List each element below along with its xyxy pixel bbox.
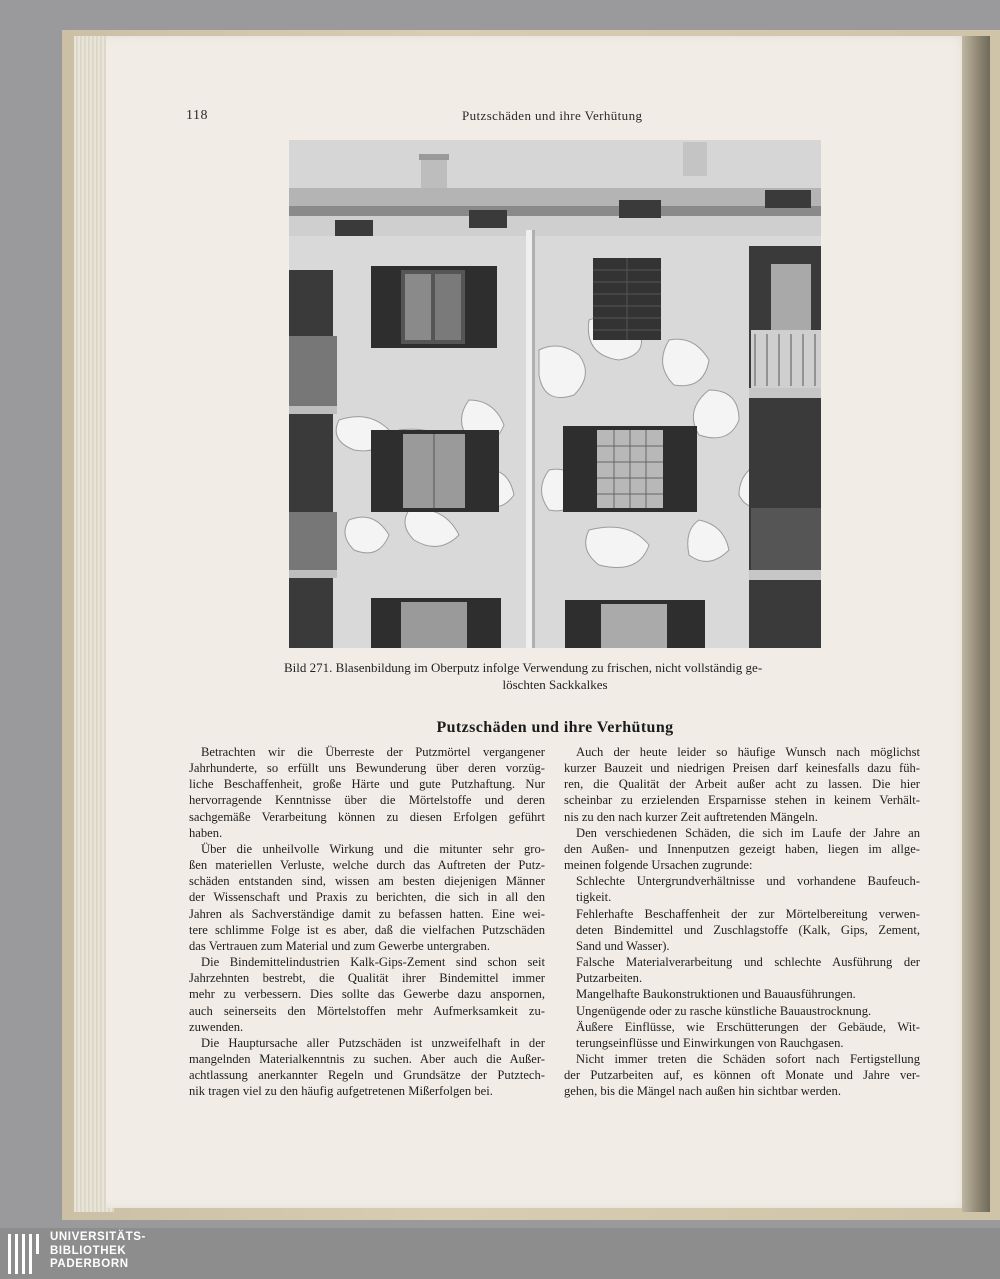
text-line: haben. — [189, 825, 223, 840]
library-logo-icon — [6, 1232, 44, 1276]
left-text-column — [189, 744, 545, 1099]
text-line: Nicht immer treten die Schäden sofort nach Fertigstellung — [576, 1051, 920, 1066]
text-line: Betrachten wir die Überreste der Putzmörtel vergangener — [201, 745, 545, 759]
text-line: gehen, bis die Mängel nach außen hin sichtbar werden. — [564, 1084, 841, 1099]
text-line: liche Beschaffenheit, große Härte und gute Putzhaftung. Nur — [189, 777, 545, 792]
text-line: mangelnden Materialkenntnis zu suchen. Aber auch die Außer- — [189, 1051, 545, 1066]
text-line: tere schlimme Folge ist es aber, daß die vielfachen Putzschäden — [189, 922, 545, 937]
figure-caption — [284, 659, 826, 693]
logo-line-3: PADERBORN — [50, 1258, 129, 1270]
text-line: Fehlerhafte Beschaffenheit der zur Mörtelbereitung verwen- — [576, 906, 920, 921]
text-line: das Vertrauen zum Material und zum Gewerbe untergraben. — [189, 938, 490, 953]
text-line: zuwenden. — [189, 1019, 244, 1034]
text-line: Äußere Einflüsse, wie Erschütterungen der Gebäude, Wit- — [576, 1019, 920, 1034]
text-line: Schlechte Untergrundverhältnisse und vorhandene Baufeuch- — [576, 874, 920, 889]
text-line: nik tragen viel zu den häufig aufgetretenen Mißerfolgen bei. — [189, 1084, 493, 1099]
text-line: nis zu den nach kurzer Zeit auftretenden Mängeln. — [564, 809, 818, 824]
text-line: ren, die Qualität der Arbeit außer acht zu lassen. Die hier — [564, 777, 920, 792]
text-line: der Wissenschaft und Praxis zu berichten, die sich in all den — [189, 890, 545, 905]
text-line: den Außen- und Innenputzen gezeigt haben, liegen im allge- — [564, 841, 920, 856]
text-line: Die Bindemittelindustrien Kalk-Gips-Zement sind schon seit — [201, 955, 545, 970]
text-line: Jahrzehnten bestrebt, die Qualität ihrer Bindemittel immer — [189, 971, 545, 986]
caption-line-2: löschten Sackkalkes — [502, 677, 608, 692]
text-line: Den verschiedenen Schäden, die sich im Laufe der Jahre an — [576, 825, 920, 840]
text-line: der Putzarbeiten auf, es können oft Monate und Jahre ver- — [564, 1068, 920, 1083]
text-line: Ungenügende oder zu rasche künstliche Bauaustrocknung. — [576, 1003, 872, 1018]
library-logo-text — [50, 1231, 146, 1272]
text-line: Über die unheilvolle Wirkung und die mitunter sehr gro- — [201, 841, 545, 856]
text-line: hervorragende Kenntnisse über die Mörtelstoffe und deren — [189, 793, 545, 808]
running-head: Putzschäden und ihre Verhütung — [462, 108, 643, 123]
text-line: scheinbar zu erzielenden Ersparnisse stehen in keinem Verhält- — [564, 793, 920, 808]
page-number: 118 — [186, 108, 208, 123]
text-line: Putzarbeiten. — [576, 971, 643, 986]
text-line: Auch der heute leider so häufige Wunsch nach möglichst — [576, 745, 920, 759]
text-line: deten Bindemittel und Zuschlagstoffe (Kalk, Gips, Zement, — [576, 922, 920, 937]
book-spine — [962, 36, 990, 1212]
text-line: Sand und Wasser). — [576, 938, 670, 953]
text-line: terungseinflüsse und Einwirkungen von Rauchgasen. — [576, 1035, 844, 1050]
text-line: mehr zu verbessern. Dies sollte das Gewerbe dazu anspornen, — [189, 987, 545, 1002]
photo-building-facade-icon — [289, 140, 821, 648]
right-text-column — [564, 744, 920, 1099]
text-line: achtlassung anerkannter Regeln und Grundsätze der Putztech- — [189, 1068, 545, 1083]
logo-line-1: UNIVERSITÄTS- — [50, 1231, 146, 1243]
text-line: schäden entstanden sind, wissen am besten diejenigen Männer — [189, 874, 545, 889]
text-line: sachgemäße Verarbeitung können zu diesen Erfolgen geführt — [189, 809, 545, 824]
text-line: meinen folgende Ursachen zugrunde: — [564, 858, 753, 873]
caption-line-1: Bild 271. Blasenbildung im Oberputz infolge Verwendung zu frischen, nicht vollständig ge- — [284, 660, 763, 675]
facade-photo — [289, 140, 821, 648]
text-line: tigkeit. — [576, 890, 612, 905]
text-line: Jahren als Sachverständige damit zu befassen hatten. Eine wei- — [189, 906, 545, 921]
logo-line-2: BIBLIOTHEK — [50, 1244, 127, 1257]
footer-bar — [0, 1228, 1000, 1279]
text-line: ßen materiellen Verluste, welche durch das Auftreten der Putz- — [189, 858, 545, 873]
text-line: kurzer Bauzeit und niedrigen Preisen darf keinesfalls dazu füh- — [564, 761, 920, 776]
text-line: Falsche Materialverarbeitung und schlechte Ausführung der — [576, 955, 920, 970]
text-line: Jahrhunderte, so erfüllt uns Bewunderung über deren vorzüg- — [189, 761, 545, 776]
text-line: auch seinerseits den Mörtelstoffen mehr Aufmerksamkeit zu- — [189, 1003, 545, 1018]
text-line: Die Hauptursache aller Putzschäden ist unzweifelhaft in der — [201, 1035, 545, 1050]
text-line: Mangelhafte Baukonstruktionen und Bauausführungen. — [576, 987, 856, 1002]
section-heading: Putzschäden und ihre Verhütung — [436, 719, 674, 736]
